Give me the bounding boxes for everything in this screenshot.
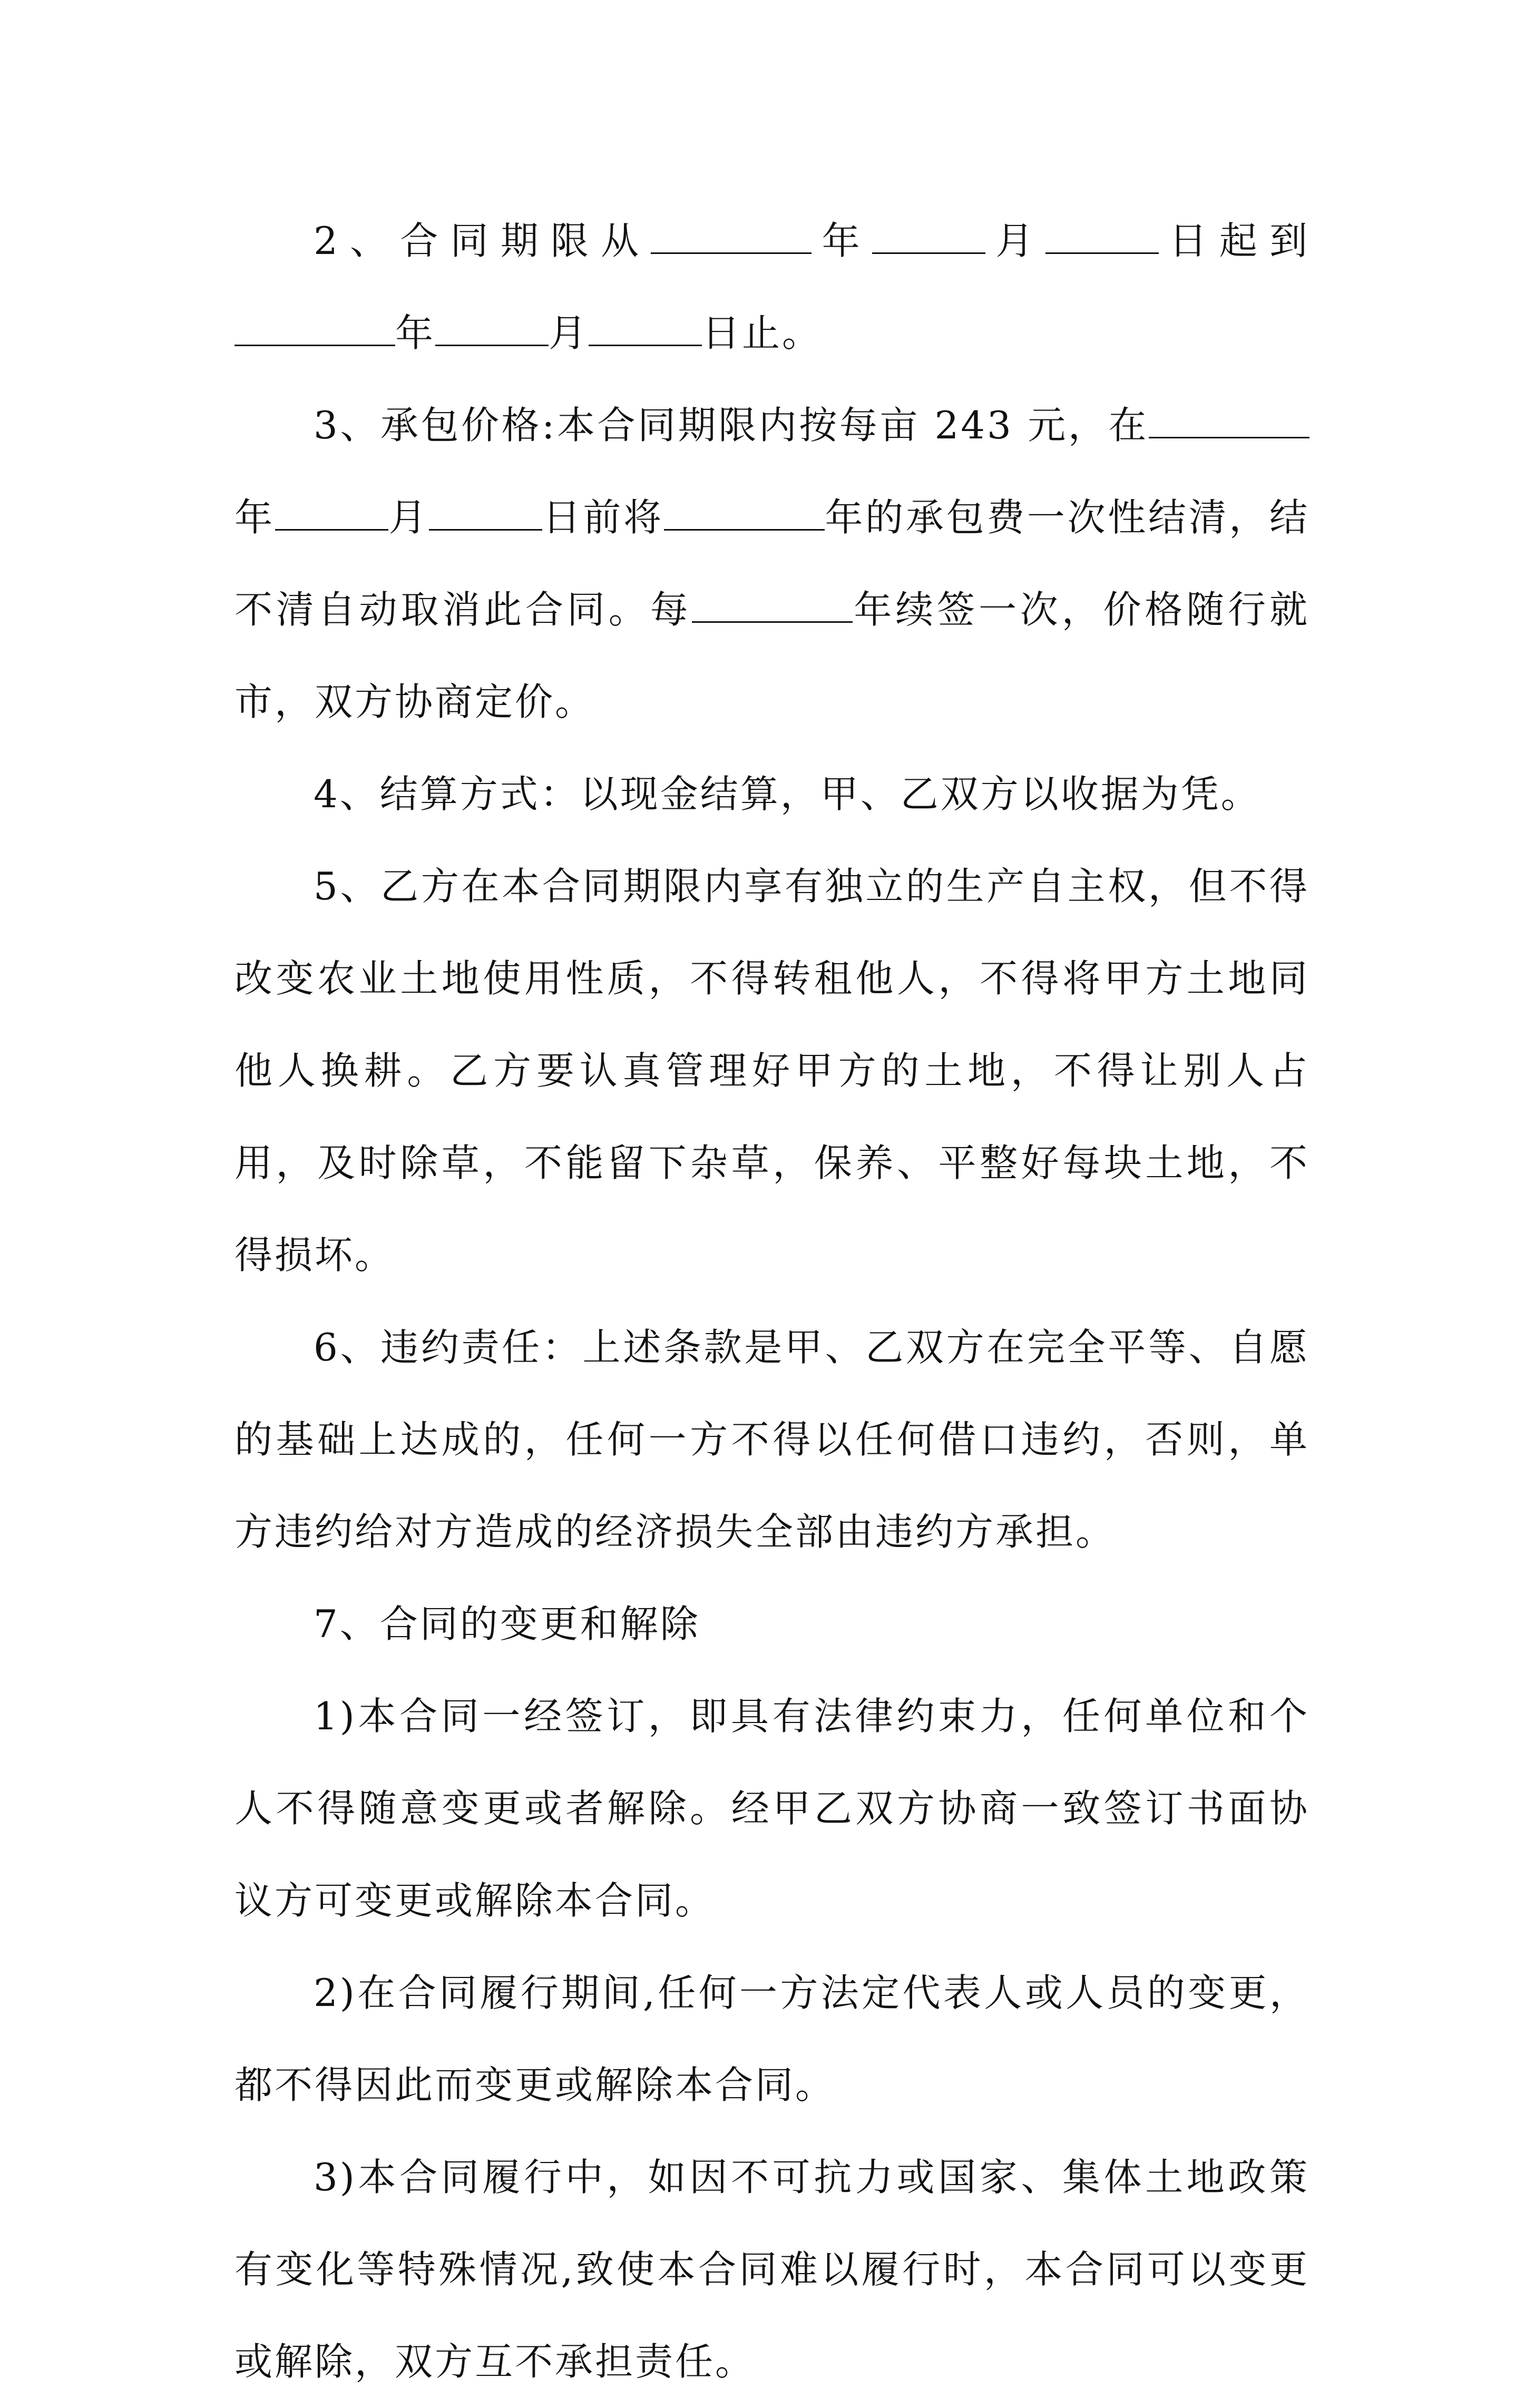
fill-in-blank bbox=[429, 493, 542, 531]
paragraph-text: 日前将 bbox=[542, 495, 664, 540]
paragraph-clause-7 bbox=[234, 1578, 1309, 1670]
fill-in-blank bbox=[435, 309, 549, 346]
paragraph-clause-7-1 bbox=[234, 1670, 1309, 1947]
paragraph-clause-3 bbox=[234, 379, 1309, 748]
paragraph-clause-7-3 bbox=[234, 2131, 1309, 2408]
paragraph-text: 4、结算方式：以现金结算，甲、乙双方以收据为凭。 bbox=[314, 772, 1261, 816]
paragraph-text: 月 bbox=[549, 311, 589, 355]
paragraph-text: 年 bbox=[812, 219, 872, 263]
paragraph-text: 年 bbox=[234, 495, 275, 540]
paragraph-text: 7、合同的变更和解除 bbox=[314, 1602, 700, 1646]
fill-in-blank bbox=[1149, 401, 1309, 438]
paragraph-text: 年的承包费一次性结清，结不清自动取消此合同。每 bbox=[234, 495, 1309, 632]
paragraph-clause-2 bbox=[234, 195, 1309, 379]
paragraph-text: 日起到 bbox=[1159, 219, 1309, 263]
fill-in-blank bbox=[664, 493, 825, 531]
paragraph-clause-4 bbox=[234, 748, 1309, 840]
fill-in-blank bbox=[1045, 217, 1159, 254]
fill-in-blank bbox=[872, 217, 985, 254]
paragraph-text: 月 bbox=[388, 495, 429, 540]
paragraph-text: 2、合同期限从 bbox=[314, 219, 651, 263]
paragraph-text: 5、乙方在本合同期限内享有独立的生产自主权，但不得改变农业土地使用性质，不得转租他人，不得将甲方土地同他人换耕。乙方要认真管理好甲方的土地，不得让别人占用，及时除草，不能留下杂草，保养、平整好每块土地，不得损坏。 bbox=[234, 864, 1309, 1277]
paragraph-text: 月 bbox=[985, 219, 1046, 263]
paragraph-text: 6、违约责任：上述条款是甲、乙双方在完全平等、自愿的基础上达成的，任何一方不得以任何借口违约，否则，单方违约给对方造成的经济损失全部由违约方承担。 bbox=[234, 1325, 1309, 1554]
fill-in-blank bbox=[275, 493, 388, 531]
fill-in-blank bbox=[589, 309, 702, 346]
paragraph-text: 1)本合同一经签订，即具有法律约束力，任何单位和个人不得随意变更或者解除。经甲乙双方协商一致签订书面协议方可变更或解除本合同。 bbox=[234, 1694, 1309, 1923]
paragraph-text: 3、承包价格:本合同期限内按每亩 243 元，在 bbox=[314, 403, 1149, 447]
paragraph-text: 年续签一次，价格随行就市，双方协商定价。 bbox=[234, 588, 1309, 724]
paragraph-text: 3)本合同履行中，如因不可抗力或国家、集体土地政策有变化等特殊情况,致使本合同难以履行时，本合同可以变更或解除，双方互不承担责任。 bbox=[234, 2155, 1309, 2384]
fill-in-blank bbox=[651, 217, 812, 254]
paragraph-text: 2)在合同履行期间,任何一方法定代表人或人员的变更，都不得因此而变更或解除本合同。 bbox=[234, 1971, 1309, 2107]
contract-body bbox=[234, 195, 1309, 2408]
fill-in-blank bbox=[234, 309, 395, 346]
paragraph-clause-6 bbox=[234, 1301, 1309, 1578]
fill-in-blank bbox=[692, 585, 853, 623]
paragraph-clause-7-2 bbox=[234, 1947, 1309, 2131]
paragraph-text: 年 bbox=[395, 311, 436, 355]
paragraph-text: 日止。 bbox=[702, 311, 823, 355]
paragraph-clause-5 bbox=[234, 840, 1309, 1301]
